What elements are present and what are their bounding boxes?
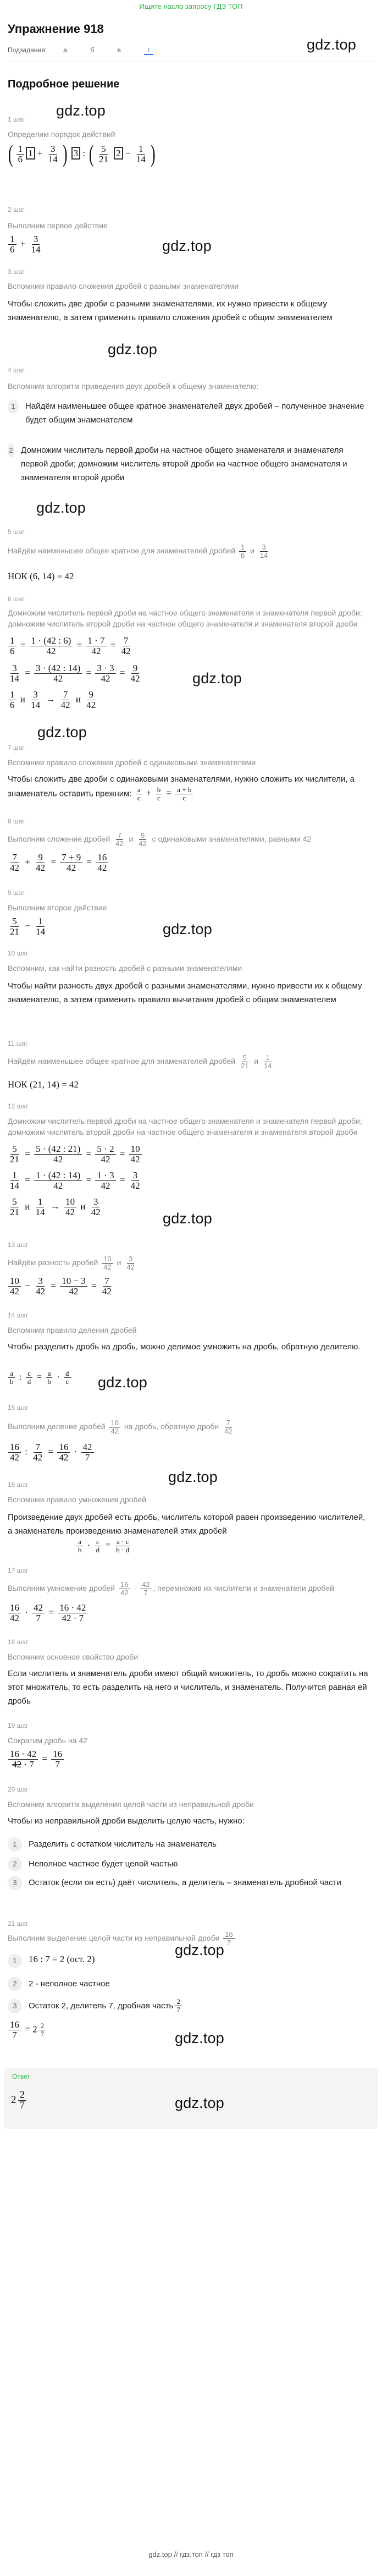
exercise-title: Упражнение 918 [8, 22, 104, 36]
list-item: 2 Домножим числитель первой дроби на частное общего знаменателя и знаменателя первой дроби; домножим числитель второй дроби на частное общего знаменателя и знаменателя второй дроби [8, 443, 370, 485]
subtasks-bar [8, 45, 174, 55]
step-caption: Найдём разность дробей $\frac{10}{42}$ и $\frac{3}{42}$ [8, 1255, 135, 1271]
step-label: 1 шаг [8, 116, 25, 123]
watermark: gdz.top [175, 2095, 224, 2111]
step-caption: Вспомним алгоритм выделения целой части из неправильной дроби [8, 1800, 254, 1809]
watermark: gdz.top [56, 102, 106, 119]
step-label: 12 шаг [8, 1102, 29, 1110]
subtask-a[interactable]: а [63, 46, 67, 54]
step-label: 18 шаг [8, 1638, 29, 1646]
expression: $\frac{10}{42}$ − $\frac{3}{42}$ = $\frac{10 - 3}{42}$ = $\frac{7}{42}$ [7, 1276, 115, 1297]
step-label: 8 шаг [8, 817, 25, 825]
subtask-b[interactable]: б [90, 46, 95, 54]
footer-link[interactable]: gdz.top [148, 2550, 172, 2558]
watermark: gdz.top [37, 724, 87, 740]
step-label: 5 шаг [8, 528, 25, 536]
watermark: gdz.top [98, 1374, 147, 1391]
expression: $\frac{7}{42}$ + $\frac{9}{42}$ = $\frac{7 + 9}{42}$ = $\frac{16}{42}$ [7, 853, 110, 873]
expression: $\frac{1}{6}$ + $\frac{3}{14}$ [7, 234, 44, 255]
step-label: 10 шаг [8, 949, 29, 957]
step-caption: Выполним деление дробей $\frac{16}{42}$ на дробь, обратную дроби $\frac{7}{42}$ [8, 1419, 232, 1435]
watermark: gdz.top [163, 1210, 212, 1227]
list-item: 2 Неполное частное будет целой частью [8, 1857, 370, 1871]
step-label: 13 шаг [8, 1241, 29, 1249]
subtask-v[interactable]: в [117, 46, 121, 54]
expression: $\frac{5}{21}$ и $\frac{1}{14}$ → $\frac{10}{42}$ и $\frac{3}{42}$ [10, 1196, 101, 1217]
watermark: gdz.top [307, 36, 356, 53]
list-number: 1 [8, 1837, 22, 1852]
step-label: 20 шаг [8, 1786, 29, 1793]
step-caption: Выполним второе действие [8, 903, 107, 912]
step-caption: Выполним первое действие [8, 221, 108, 230]
list-number: 3 [8, 1876, 22, 1890]
list-item: 2 2 - неполное частное [8, 1977, 110, 1991]
expression: $\frac{16}{42}$ : $\frac{7}{42}$ = $\frac{16}{42}$ · $\frac{42}{7}$ [7, 1442, 96, 1463]
list-number: 2 [8, 1857, 22, 1871]
subtask-g[interactable]: г [144, 46, 153, 55]
answer-label: Ответ [12, 2073, 30, 2080]
step-caption: Выполним выделение целой части из неправильной дроби $\frac{16}{7}$ [8, 1931, 236, 1947]
rule-text: Чтобы разделить дробь на дробь, можно делимое умножить на дробь, обратную делителю. [8, 1342, 361, 1352]
expression: $\frac{1}{6}$ и $\frac{3}{14}$ → $\frac{7}{42}$ и $\frac{9}{42}$ [7, 690, 99, 710]
expression: $\frac{16}{7}$ = 2 $\frac{2}{7}$ [7, 2020, 47, 2040]
rule-text: Чтобы из неправильной дроби выделить целую часть, нужно: [8, 1816, 245, 1826]
search-banner[interactable]: Ищите насло запросу ГДЗ ТОП [139, 2, 243, 10]
step-caption: Вспомним правило деления дробей [8, 1326, 137, 1334]
step-caption: Домножим числитель первой дроби на частное общего знаменателя и знаменателя первой дроби; домножим числитель второй дроби на частное общего знаменателя и знаменателя второй дроби [8, 608, 362, 628]
list-number: 3 [8, 1999, 22, 2013]
subtasks-label: Подзадания: [8, 46, 47, 54]
step-caption: Найдём наименьшее общее кратное для знаменателей дробей $\frac{5}{21}$ и $\frac{1}{14}$ [8, 1053, 272, 1070]
lcm-equation: НОК (6, 14) = 42 [8, 571, 74, 581]
footer-link[interactable]: гдз топ [211, 2550, 234, 2558]
footer-separator: // [174, 2550, 178, 2558]
footer-links [0, 2550, 382, 2558]
list-item: 1 Найдём наименьшее общее кратное знаменателей двух дробей – полученное значение будет общим знаменателем [8, 399, 370, 427]
footer-link[interactable]: гдз.топ [180, 2550, 203, 2558]
expression: ( $\frac{1}{6}$ 1 + $\frac{3}{14}$ ) 3 : ( $\frac{5}{21}$ 2 − $\frac{1}{14}$ ) [8, 140, 156, 167]
list-number: 2 [8, 443, 14, 458]
step-label: 6 шаг [8, 595, 25, 603]
expression: $\frac{1}{6}$ = $\frac{1 \cdot (42 : 6)}{42}$ = $\frac{1 \cdot 7}{42}$ = $\frac{7}{42}$ [7, 636, 134, 656]
step-caption: Домножим числитель первой дроби на частное общего знаменателя и знаменателя первой дроби; домножим числитель второй дроби на частное общего знаменателя и знаменателя второй дроби [8, 1117, 362, 1136]
step-label: 7 шаг [8, 744, 25, 751]
list-item: 3 Остаток (если он есть) даёт числитель, а делитель – знаменатель дробной части [8, 1876, 370, 1890]
expression: $\frac{5}{21}$ − $\frac{1}{14}$ [10, 916, 46, 937]
expression: $\frac{5}{21}$ = $\frac{5 \cdot (42 : 21)}{42}$ = $\frac{5 \cdot 2}{42}$ = $\frac{10}{42}$ [7, 1144, 143, 1165]
list-number: 1 [8, 399, 19, 414]
step-caption: Вспомним правило сложения дробей с разными знаменателями [8, 282, 239, 290]
step-label: 9 шаг [8, 889, 25, 897]
step-caption: Вспомним правило сложения дробей с одинаковыми знаменателями [8, 758, 256, 767]
lcm-equation: НОК (21, 14) = 42 [8, 1079, 79, 1090]
step-label: 3 шаг [8, 268, 25, 276]
footer-separator: // [204, 2550, 209, 2558]
formula: $\frac{a}{b}$ · $\frac{c}{d}$ = $\frac{a \cdot c}{b \cdot d}$ [75, 1538, 132, 1554]
step-caption: Выполним умножение дробей $\frac{16}{42}$ · $\frac{42}{7}$ , перемножив их числители и знаменатели дробей [8, 1580, 334, 1597]
step-label: 19 шаг [8, 1722, 29, 1729]
watermark: gdz.top [168, 1469, 218, 1485]
expression: $\frac{16}{42}$ · $\frac{42}{7}$ = $\frac{16 \cdot 42}{42 \cdot 7}$ [7, 1603, 89, 1623]
step-label: 2 шаг [8, 206, 25, 213]
list-item: 1 Разделить с остатком числитель на знаменатель [8, 1837, 370, 1852]
list-number: 2 [8, 1977, 22, 1991]
step-caption: Вспомним, как найти разность дробей с разными знаменателями [8, 964, 242, 973]
step-label: 21 шаг [8, 1920, 29, 1927]
step-label: 4 шаг [8, 366, 25, 374]
expression: $\frac{3}{14}$ = $\frac{3 \cdot (42 : 14)}{42}$ = $\frac{3 \cdot 3}{42}$ = $\frac{9}{42}$ [10, 663, 140, 684]
step-label: 17 шаг [8, 1567, 29, 1574]
step-label: 16 шаг [8, 1481, 29, 1489]
step-caption: Вспомним основное свойство дроби [8, 1652, 139, 1661]
step-caption: Сократим дробь на 42 [8, 1736, 87, 1745]
list-item: 3 Остаток 2, делитель 7, дробная часть $\frac{2}{7}$ [8, 1998, 184, 2014]
step-label: 15 шаг [8, 1404, 29, 1411]
formula: $\frac{a}{b}$ : $\frac{c}{d}$ = $\frac{a}{b}$ · $\frac{d}{c}$ [7, 1370, 73, 1386]
rule-text: Чтобы найти разность двух дробей с разными знаменателями, нужно привести их к общему знаменателю, а затем применить правило вычитания дробей с общим знаменателем [8, 981, 362, 1004]
step-caption: Выполним сложение дробей $\frac{7}{42}$ и $\frac{9}{42}$ с одинаковыми знаменателями, равными 42 [8, 831, 312, 848]
answer-value: 2 $\frac{2}{7}$ [11, 2090, 28, 2111]
section-title: Подробное решение [8, 78, 120, 90]
step-caption: Определим порядок действий [8, 130, 115, 139]
rule-text: Если числитель и знаменатель дроби имеют общий множитель, то дробь можно сократить на этот множитель, то есть разделить на него и числитель, и знаменатель. Получится равная ей дробь [8, 1669, 368, 1706]
rule-text: Произведение двух дробей есть дробь, числитель которой равен произведению числителей, а знаменатель произведению знаменателей этих дробей [8, 1513, 366, 1536]
expression: $\frac{1}{14}$ = $\frac{1 \cdot (42 : 14)}{42}$ = $\frac{1 \cdot 3}{42}$ = $\frac{3}{42}$ [10, 1170, 140, 1191]
watermark: gdz.top [108, 341, 157, 358]
watermark: gdz.top [162, 238, 212, 254]
watermark: gdz.top [163, 921, 212, 937]
step-caption: Найдём наименьшее общее кратное для знаменателей дробей $\frac{1}{6}$ и $\frac{3}{14}$ [8, 543, 268, 559]
step-caption: Вспомним алгоритм приведения двух дробей к общему знаменателю: [8, 382, 259, 391]
watermark: gdz.top [175, 2030, 224, 2046]
list-item: 1 16 : 7 = 2 (ост. 2) [8, 1954, 95, 1968]
rule-text: Чтобы сложить две дроби с разными знаменателями, их нужно привести к общему знаменателю, а затем применить правило сложения дробей с общим знаменателем [8, 299, 333, 322]
step-label: 14 шаг [8, 1311, 29, 1319]
step-label: 11 шаг [8, 1040, 28, 1047]
watermark: gdz.top [36, 499, 86, 516]
expression: $\frac{16 \cdot 42}{42 \cdot 7}$ = $\frac{16}{7}$ [7, 1749, 65, 1770]
rule-text: Чтобы сложить две дроби с одинаковыми знаменателями, нужно сложить их числители, а знаменатель оставить прежним: $\frac{a}{c}$ + $\frac{b}{c}$ = $\frac{a + b}{c}$ [8, 775, 355, 802]
list-number: 1 [8, 1954, 22, 1968]
step-caption: Вспомним правило умножения дробей [8, 1495, 147, 1504]
watermark: gdz.top [192, 670, 242, 686]
watermark: gdz.top [175, 1942, 224, 1958]
